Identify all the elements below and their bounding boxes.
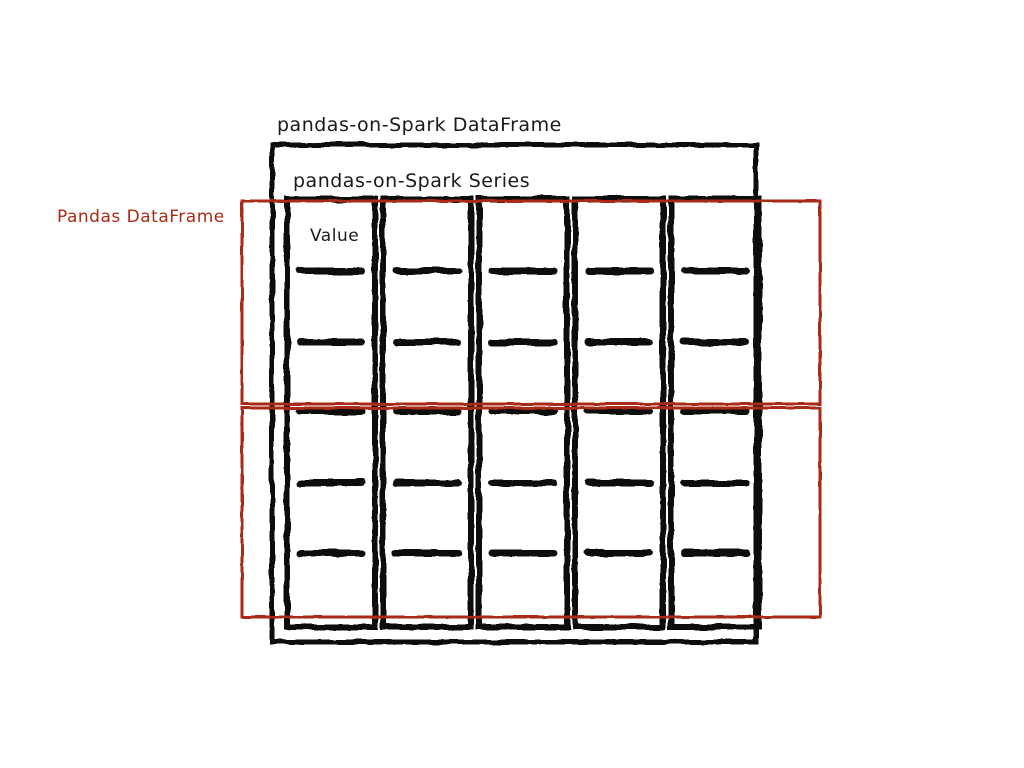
pandas-on-spark-series-label: pandas-on-Spark Series [293,170,531,192]
pandas-dataframe-box [242,408,820,617]
pandas-on-spark-dataframe-label: pandas-on-Spark DataFrame [277,114,562,136]
pandas-on-spark-dataframe-box [272,145,756,642]
value-column-header: Value [310,226,360,246]
row-dividers-group [300,271,746,553]
pandas-dataframe-label: Pandas DataFrame [57,207,225,227]
